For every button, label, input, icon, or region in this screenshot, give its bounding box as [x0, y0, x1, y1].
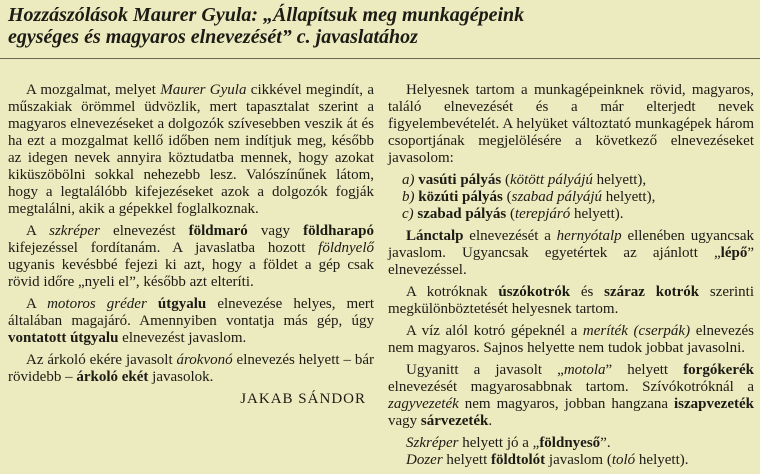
text: ugyanis kevésbbé fejezi ki azt, hogy a földet a gép csak rövid időre „nyeli el”, később azt elteríti.: [8, 257, 374, 290]
text: Ugyanitt a javasolt „: [406, 362, 564, 378]
text: ”.: [600, 435, 611, 451]
text: helyett: [442, 452, 491, 468]
left-column: [8, 82, 374, 413]
paragraph: [388, 323, 754, 357]
term-proposed: közúti pályás: [414, 189, 503, 205]
text: szerinti megkülönböztetését helyesnek tartom.: [388, 284, 755, 317]
text: helyett).: [570, 206, 624, 222]
term-proposed: lépő: [720, 245, 748, 261]
text: ” elnevezéssel.: [388, 245, 754, 278]
text: Az árkoló ekére javasolt: [26, 352, 177, 368]
paragraph: Helyesnek tartom a munkagépeinknek rövid, magyaros, találó elnevezését és a már elterjedt nevek figyelembevételét. A helyüket változtató munkagépek három csoportjának megjelölésére a következő elnevezéseket javasolom:: [388, 82, 754, 166]
text: és: [570, 284, 605, 300]
text: ellenében ugyancsak javaslom. Ugyancsak egyetértek az ajánlott „: [388, 228, 755, 261]
list-item: [388, 172, 754, 189]
term: motola: [563, 362, 606, 378]
list-marker: c): [402, 206, 414, 222]
text: (: [502, 189, 512, 205]
text: A víz alól kotró gépeknél a: [406, 323, 583, 339]
text: vagy: [247, 223, 304, 239]
term-proposed: szabad pályás: [413, 206, 507, 222]
list-marker: b): [402, 189, 415, 205]
text: elnevezését magyarosabbnak tartom. Szívókotróknál a: [388, 379, 754, 395]
text: elnevezést: [99, 223, 189, 239]
paragraph: [388, 435, 754, 452]
text: elnevezését a: [463, 228, 557, 244]
list-item: [388, 206, 754, 223]
term: terepjáró: [514, 206, 571, 222]
text: A kotróknak: [406, 284, 499, 300]
text: elnevezést javaslom.: [118, 330, 247, 346]
term-proposed: úszókotrók: [498, 284, 571, 300]
text: kifejezéssel fordítanám. A javaslatba hozott: [8, 240, 319, 256]
text: (: [501, 172, 510, 188]
term-proposed: földtolót: [491, 452, 546, 468]
text: javasolok.: [148, 369, 214, 385]
title-line: Hozzászólások Maurer Gyula: „Állapítsuk meg munkagépeink: [8, 4, 525, 26]
term-proposed: földharapó: [303, 223, 374, 239]
paragraph: [8, 352, 374, 386]
text: cikkével megindít, a műszakiak örömmel üdvözlik, mert tapasztalat szerint a magyaros elnevezéseket a dolgozók szívesebben veszik át és ha ezt a mozgalmat kellő időben nem indítjuk meg, később az idegen nevek annyira köztudatba mennek, hogy azokat kiküszöbölni sokkal nehezebb lesz. Valószínűnek látom, hogy a legtalálóbb kifejezéseket azok a dolgozók fogják megtalálni, akik a gépekkel foglalkoznak.: [8, 82, 374, 217]
right-column: [388, 82, 754, 474]
text: A: [26, 296, 48, 312]
term-proposed: sárvezeték: [420, 413, 489, 429]
text: (: [506, 206, 515, 222]
term-proposed: földmaró: [188, 223, 248, 239]
term-proposed: útgyalu: [157, 296, 207, 312]
text: helyett),: [592, 172, 647, 188]
signature: JAKAB SÁNDOR: [240, 391, 366, 407]
term: Szkréper: [406, 435, 459, 451]
term: földnyelő: [318, 240, 374, 256]
paragraph: [388, 362, 754, 430]
list-marker: a): [402, 172, 415, 188]
term: toló: [611, 452, 636, 468]
term-proposed: vontatott útgyalu: [8, 330, 119, 346]
paragraph: [8, 82, 374, 218]
term: szabad pályájú: [511, 189, 603, 205]
term-proposed: vasúti pályás: [414, 172, 502, 188]
term: motoros gréder: [47, 296, 147, 312]
paragraph: [388, 284, 754, 318]
term: meríték (cserpák): [582, 323, 691, 339]
title-line: egységes és magyaros elnevezését” c. javaslatához: [8, 26, 418, 48]
term: zagyvezeték: [388, 396, 459, 412]
term-proposed: száraz kotrók: [604, 284, 700, 300]
paragraph: [388, 452, 754, 469]
paragraph: [388, 228, 754, 279]
text: .: [488, 413, 493, 429]
term-proposed: Lánctalp: [406, 228, 464, 244]
paragraph: [8, 296, 374, 347]
term-proposed: árkoló ekét: [76, 369, 149, 385]
text: A mozgalmat, melyet: [26, 82, 161, 98]
list-item: [388, 189, 754, 206]
author-name: Maurer Gyula: [160, 82, 247, 98]
term: hernyótalp: [556, 228, 622, 244]
text: nem magyaros, jobban hangzana: [458, 396, 675, 412]
term-proposed: iszapvezeték: [674, 396, 754, 412]
text: elnevezés nem magyaros. Sajnos helyette nem tudok jobbat javasolni.: [388, 323, 754, 356]
text: vagy: [388, 413, 421, 429]
term: árokvonó: [176, 352, 233, 368]
term-proposed: forgókerék: [683, 362, 754, 378]
text: elnevezés helyett – bár rövidebb –: [8, 352, 374, 385]
text: helyett jó a „: [458, 435, 540, 451]
text: helyett),: [602, 189, 656, 205]
text: elnevezése helyes, mert általában magajáró. Amennyiben vontatja más gép, úgy: [8, 296, 375, 329]
text: [147, 296, 158, 312]
paragraph: [8, 223, 374, 291]
term-proposed: földnyeső: [539, 435, 601, 451]
text: javaslom (: [545, 452, 612, 468]
title-divider: [0, 58, 760, 59]
term: Dozer: [406, 452, 443, 468]
text: A: [26, 223, 50, 239]
text: ” helyett: [605, 362, 684, 378]
article-title: [8, 4, 752, 48]
term: szkréper: [49, 223, 100, 239]
term: kötött pályájú: [509, 172, 593, 188]
text: helyett).: [635, 452, 689, 468]
